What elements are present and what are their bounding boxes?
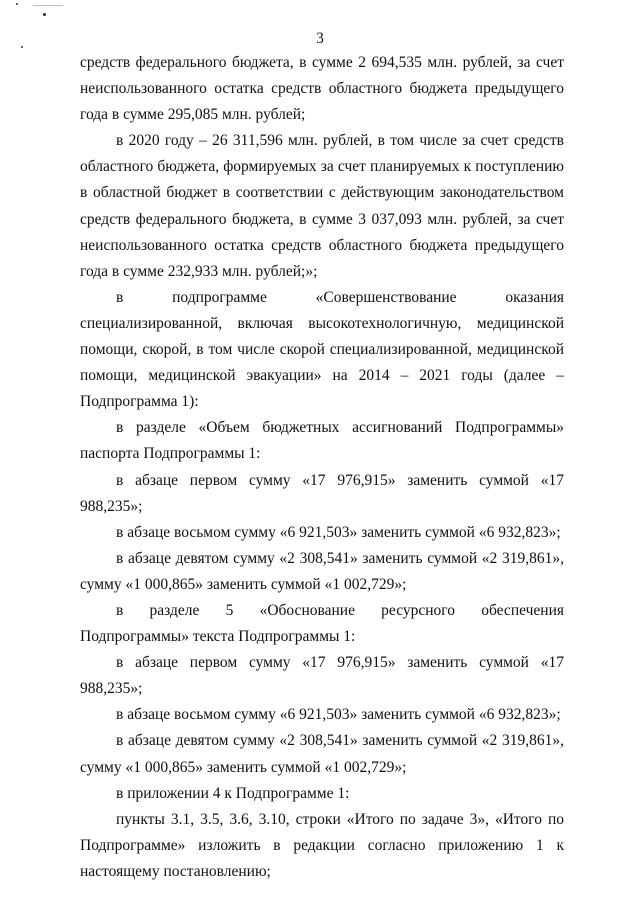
paragraph: в абзаце восьмом сумму «6 921,503» заменить суммой «6 932,823»; <box>116 523 561 541</box>
paragraph: в абзаце девятом сумму «2 308,541» заменить суммой «2 319,861», сумму «1 000,865» заменить суммой «1 002,729»; <box>80 549 564 593</box>
paragraph: в абзаце восьмом сумму «6 921,503» заменить суммой «6 932,823»; <box>116 706 561 724</box>
paragraph: в абзаце первом сумму «17 976,915» заменить суммой «17 988,235»; <box>80 654 564 698</box>
paragraph: средств федерального бюджета, в сумме 2 694,535 млн. рублей, за счет неиспользованного остатка средств областного бюджета предыдущего года в сумме 295,085 млн. рублей; <box>80 54 564 124</box>
paragraph: в разделе 5 «Обоснование ресурсного обеспечения Подпрограммы» текста Подпрограммы 1: <box>80 601 564 646</box>
paragraph: в подпрограмме «Совершенствование оказания специализированной, включая высокотехнологичную, медицинской помощи, скорой, в том числе скорой специализированной, медицинской помощи, медицинской эвакуации» на 2014 – 2021 годы (далее – Подпрограмма 1): <box>80 288 564 411</box>
scan-artifact-dot <box>21 46 23 48</box>
paragraph: в абзаце девятом сумму «2 308,541» заменить суммой «2 319,861», сумму «1 000,865» заменить суммой «1 002,729»; <box>80 732 564 776</box>
paragraph: в разделе «Объем бюджетных ассигнований Подпрограммы» паспорта Подпрограммы 1: <box>80 419 564 463</box>
page-number: 3 <box>316 30 324 47</box>
document-body <box>80 50 564 885</box>
scan-artifact-dot <box>43 13 46 16</box>
scan-artifact-line <box>33 5 63 6</box>
paragraph: в 2020 году – 26 311,596 млн. рублей, в том числе за счет средств областного бюджета, формируемых за счет планируемых к поступлению в областной бюджет в соответствии с действующим законодательством средств федерального бюджета, в сумме 3 037,093 млн. рублей, за счет неиспользованного остатка средств областного бюджета предыдущего года в сумме 232,933 млн. рублей;»; <box>80 132 564 280</box>
scan-artifact-dot <box>16 3 18 5</box>
paragraph: в приложении 4 к Подпрограмме 1: <box>116 784 350 802</box>
paragraph: пункты 3.1, 3.5, 3.6, 3.10, строки «Итого по задаче 3», «Итого по Подпрограмме» изложить в редакции согласно приложению 1 к настоящему постановлению; <box>80 810 564 880</box>
paragraph: в абзаце первом сумму «17 976,915» заменить суммой «17 988,235»; <box>80 471 564 515</box>
